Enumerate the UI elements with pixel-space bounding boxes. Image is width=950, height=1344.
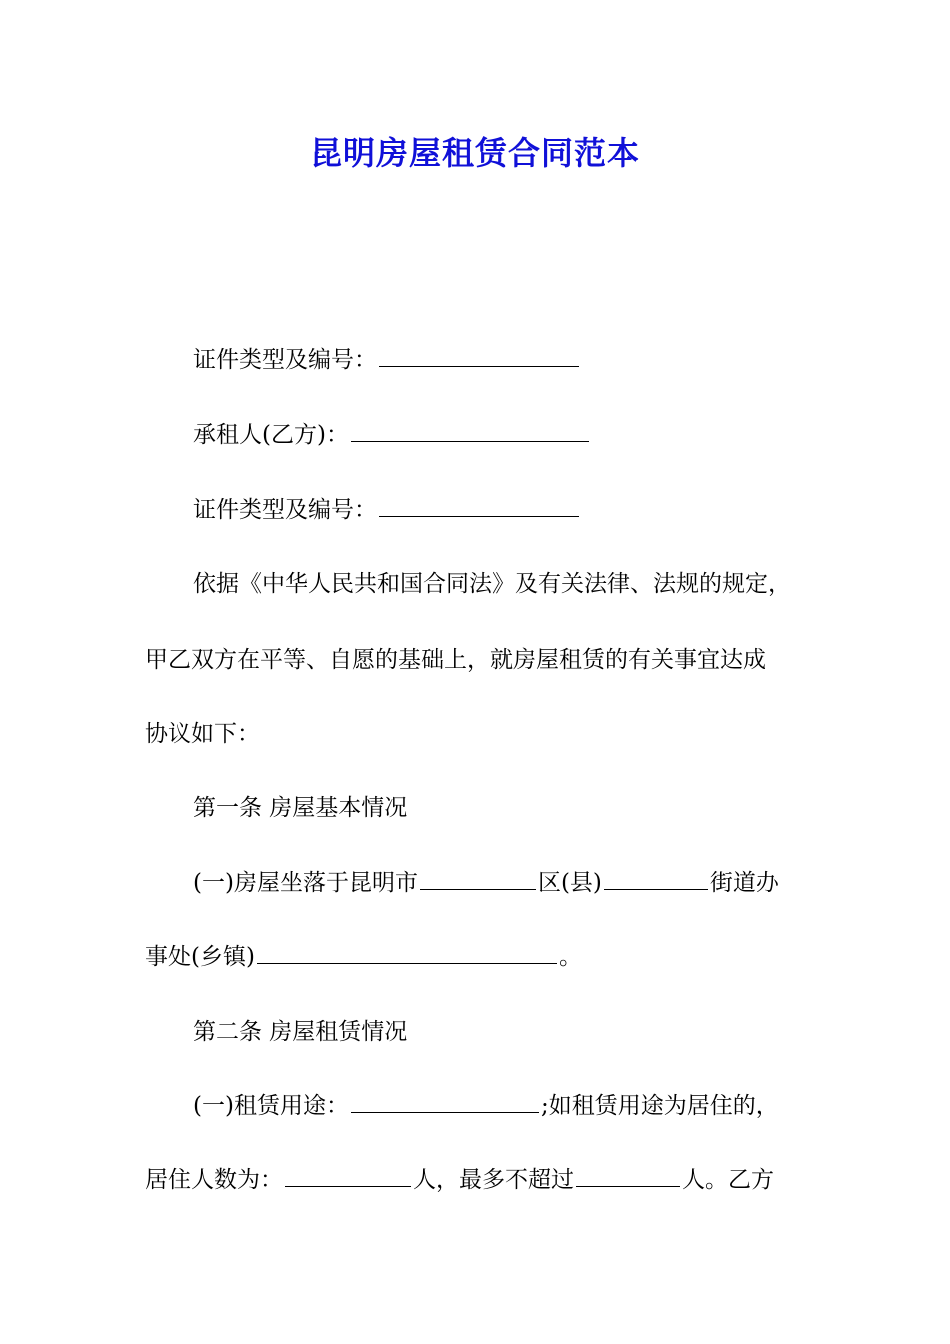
clause-line xyxy=(193,1091,779,1121)
document-title: 昆明房屋租赁合同范本 xyxy=(309,134,640,172)
clause-text: 人，最多不超过 xyxy=(413,1167,574,1193)
paragraph-text: 依据《中华人民共和国合同法》及有关法律、法规的规定， xyxy=(193,571,791,597)
clause-text: ;如租赁用途为居住的， xyxy=(540,1093,779,1119)
lessee-blank xyxy=(351,421,589,442)
id-type-number-label: 证件类型及编号： xyxy=(193,497,377,523)
paragraph-text: 协议如下： xyxy=(145,721,260,747)
lessee-label: 承租人(乙方)： xyxy=(193,422,349,448)
clause-text: 居住人数为： xyxy=(145,1167,283,1193)
article-heading xyxy=(193,793,407,823)
township-blank xyxy=(257,943,557,964)
clause-text: (一)租赁用途： xyxy=(193,1093,349,1119)
clause-text: 人。乙方 xyxy=(682,1167,774,1193)
article-heading-text: 第一条 房屋基本情况 xyxy=(193,795,408,821)
id-type-number-label: 证件类型及编号： xyxy=(193,347,377,373)
id-number-blank xyxy=(379,346,579,367)
clause-text: 。 xyxy=(558,944,582,970)
id-number-blank xyxy=(379,496,579,517)
clause-line xyxy=(193,868,779,898)
article-heading xyxy=(193,1017,407,1047)
occupants-blank xyxy=(285,1166,411,1187)
lessee-line xyxy=(193,420,591,450)
paragraph-line xyxy=(145,645,766,675)
clause-text: (一)房屋坐落于昆明市 xyxy=(193,870,418,896)
paragraph-text: 甲乙双方在平等、自愿的基础上，就房屋租赁的有关事宜达成 xyxy=(145,647,766,673)
usage-blank xyxy=(351,1092,539,1113)
id-type-number-line-lessee xyxy=(193,495,581,525)
id-type-number-line-lessor xyxy=(193,345,581,375)
clause-text: 事处(乡镇) xyxy=(145,944,255,970)
street-blank xyxy=(604,869,708,890)
district-blank xyxy=(420,869,536,890)
clause-line xyxy=(145,942,582,972)
paragraph-line xyxy=(145,719,260,749)
clause-text: 区(县) xyxy=(537,870,602,896)
article-heading-text: 第二条 房屋租赁情况 xyxy=(193,1019,408,1045)
max-occupants-blank xyxy=(576,1166,680,1187)
clause-line xyxy=(145,1165,774,1195)
paragraph-line xyxy=(193,569,791,599)
clause-text: 街道办 xyxy=(709,870,779,896)
